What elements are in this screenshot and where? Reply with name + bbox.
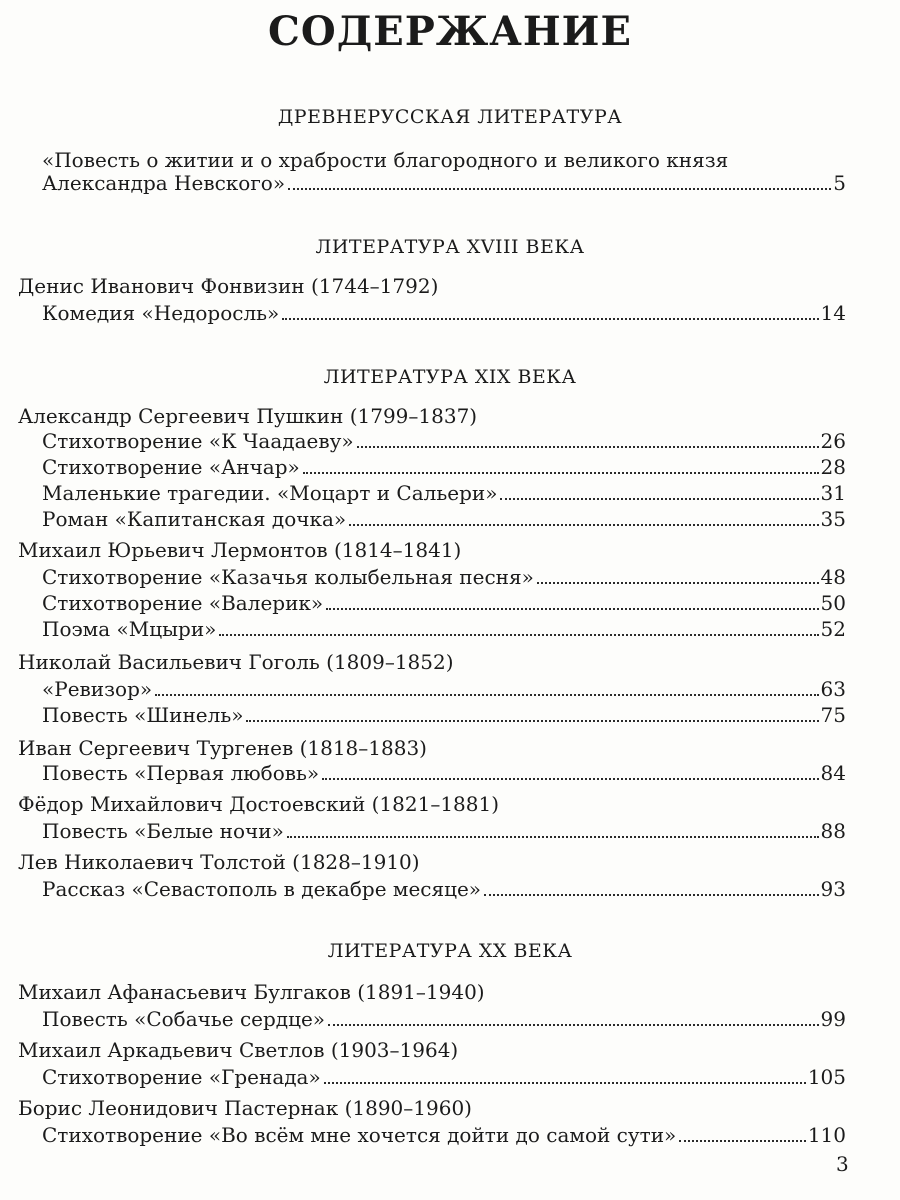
- toc-entry-title: Александра Невского»: [42, 171, 286, 195]
- toc-entry[interactable]: [42, 758, 846, 788]
- leader-dots: [500, 498, 818, 500]
- author-heading: Денис Иванович Фонвизин (1744–1792): [18, 274, 439, 298]
- toc-entry-page: 63: [820, 677, 846, 701]
- author-heading: Михаил Аркадьевич Светлов (1903–1964): [18, 1038, 459, 1062]
- toc-entry[interactable]: [42, 1062, 846, 1092]
- leader-dots: [219, 634, 818, 636]
- toc-entry[interactable]: [42, 298, 846, 328]
- toc-entry[interactable]: [42, 1004, 846, 1034]
- toc-entry-page: 93: [820, 877, 846, 901]
- toc-entry-title: Стихотворение «К Чаадаеву»: [42, 429, 354, 453]
- toc-entry-title: Роман «Капитанская дочка»: [42, 507, 347, 531]
- toc-entry-page: 48: [820, 565, 846, 589]
- toc-entry-title: Повесть «Первая любовь»: [42, 761, 320, 785]
- toc-entry[interactable]: [42, 874, 846, 904]
- toc-entry-page: 35: [820, 507, 846, 531]
- leader-dots: [357, 446, 819, 448]
- toc-entry[interactable]: [42, 504, 846, 534]
- toc-entry[interactable]: [42, 1120, 846, 1150]
- leader-dots: [349, 524, 818, 526]
- leader-dots: [679, 1140, 806, 1142]
- toc-entry-page: 88: [820, 819, 846, 843]
- toc-entry-line: «Повесть о житии и о храбрости благородного и великого князя: [42, 148, 729, 172]
- leader-dots: [155, 694, 818, 696]
- author-heading: Фёдор Михайлович Достоевский (1821–1881): [18, 792, 500, 816]
- page-title: СОДЕРЖАНИЕ: [268, 8, 632, 55]
- toc-entry-page: 5: [833, 171, 846, 195]
- leader-dots: [287, 836, 819, 838]
- toc-entry-page: 84: [820, 761, 846, 785]
- author-heading: Александр Сергеевич Пушкин (1799–1837): [18, 404, 478, 428]
- toc-entry-title: Стихотворение «Казачья колыбельная песня»: [42, 565, 534, 589]
- section-heading: ЛИТЕРАТУРА XX ВЕКА: [327, 940, 573, 962]
- section-heading: ДРЕВНЕРУССКАЯ ЛИТЕРАТУРА: [277, 106, 623, 128]
- toc-entry-title: Рассказ «Севастополь в декабре месяце»: [42, 877, 482, 901]
- leader-dots: [326, 608, 818, 610]
- toc-entry-page: 31: [820, 481, 846, 505]
- toc-entry-title: Повесть «Белые ночи»: [42, 819, 284, 843]
- toc-entry[interactable]: [42, 816, 846, 846]
- toc-entry-title: Комедия «Недоросль»: [42, 301, 280, 325]
- toc-entry-title: Повесть «Шинель»: [42, 703, 244, 727]
- toc-entry-page: 14: [820, 301, 846, 325]
- leader-dots: [322, 778, 818, 780]
- toc-entry-title: Стихотворение «Во всём мне хочется дойти до самой сути»: [42, 1123, 677, 1147]
- author-heading: Николай Васильевич Гоголь (1809–1852): [18, 650, 454, 674]
- toc-entry-title: Поэма «Мцыри»: [42, 617, 217, 641]
- leader-dots: [303, 472, 819, 474]
- leader-dots: [246, 720, 818, 722]
- toc-entry-title: Маленькие трагедии. «Моцарт и Сальери»: [42, 481, 498, 505]
- toc-entry-title: Стихотворение «Валерик»: [42, 591, 324, 615]
- leader-dots: [328, 1024, 819, 1026]
- leader-dots: [324, 1082, 806, 1084]
- toc-entry-title: Стихотворение «Анчар»: [42, 455, 300, 479]
- leader-dots: [282, 318, 818, 320]
- toc-entry-page: 50: [820, 591, 846, 615]
- toc-entry-page: 26: [820, 429, 846, 453]
- leader-dots: [537, 582, 819, 584]
- toc-entry-page: 52: [820, 617, 846, 641]
- section-heading: ЛИТЕРАТУРА XVIII ВЕКА: [315, 236, 585, 258]
- section-heading: ЛИТЕРАТУРА XIX ВЕКА: [323, 366, 577, 388]
- toc-entry-page: 110: [807, 1123, 846, 1147]
- author-heading: Лев Николаевич Толстой (1828–1910): [18, 850, 420, 874]
- toc-entry-page: 75: [820, 703, 846, 727]
- author-heading: Иван Сергеевич Тургенев (1818–1883): [18, 736, 427, 760]
- toc-entry[interactable]: [42, 700, 846, 730]
- author-heading: Михаил Юрьевич Лермонтов (1814–1841): [18, 538, 462, 562]
- toc-entry[interactable]: [42, 168, 846, 198]
- toc-entry-page: 28: [820, 455, 846, 479]
- toc-entry-title: Стихотворение «Гренада»: [42, 1065, 321, 1089]
- toc-entry-title: Повесть «Собачье сердце»: [42, 1007, 326, 1031]
- page-number: 3: [836, 1152, 849, 1176]
- author-heading: Михаил Афанасьевич Булгаков (1891–1940): [18, 980, 485, 1004]
- leader-dots: [288, 188, 831, 190]
- toc-entry-title: «Ревизор»: [42, 677, 153, 701]
- toc-entry-page: 105: [807, 1065, 846, 1089]
- toc-entry-page: 99: [820, 1007, 846, 1031]
- leader-dots: [484, 894, 819, 896]
- author-heading: Борис Леонидович Пастернак (1890–1960): [18, 1096, 472, 1120]
- toc-entry[interactable]: [42, 614, 846, 644]
